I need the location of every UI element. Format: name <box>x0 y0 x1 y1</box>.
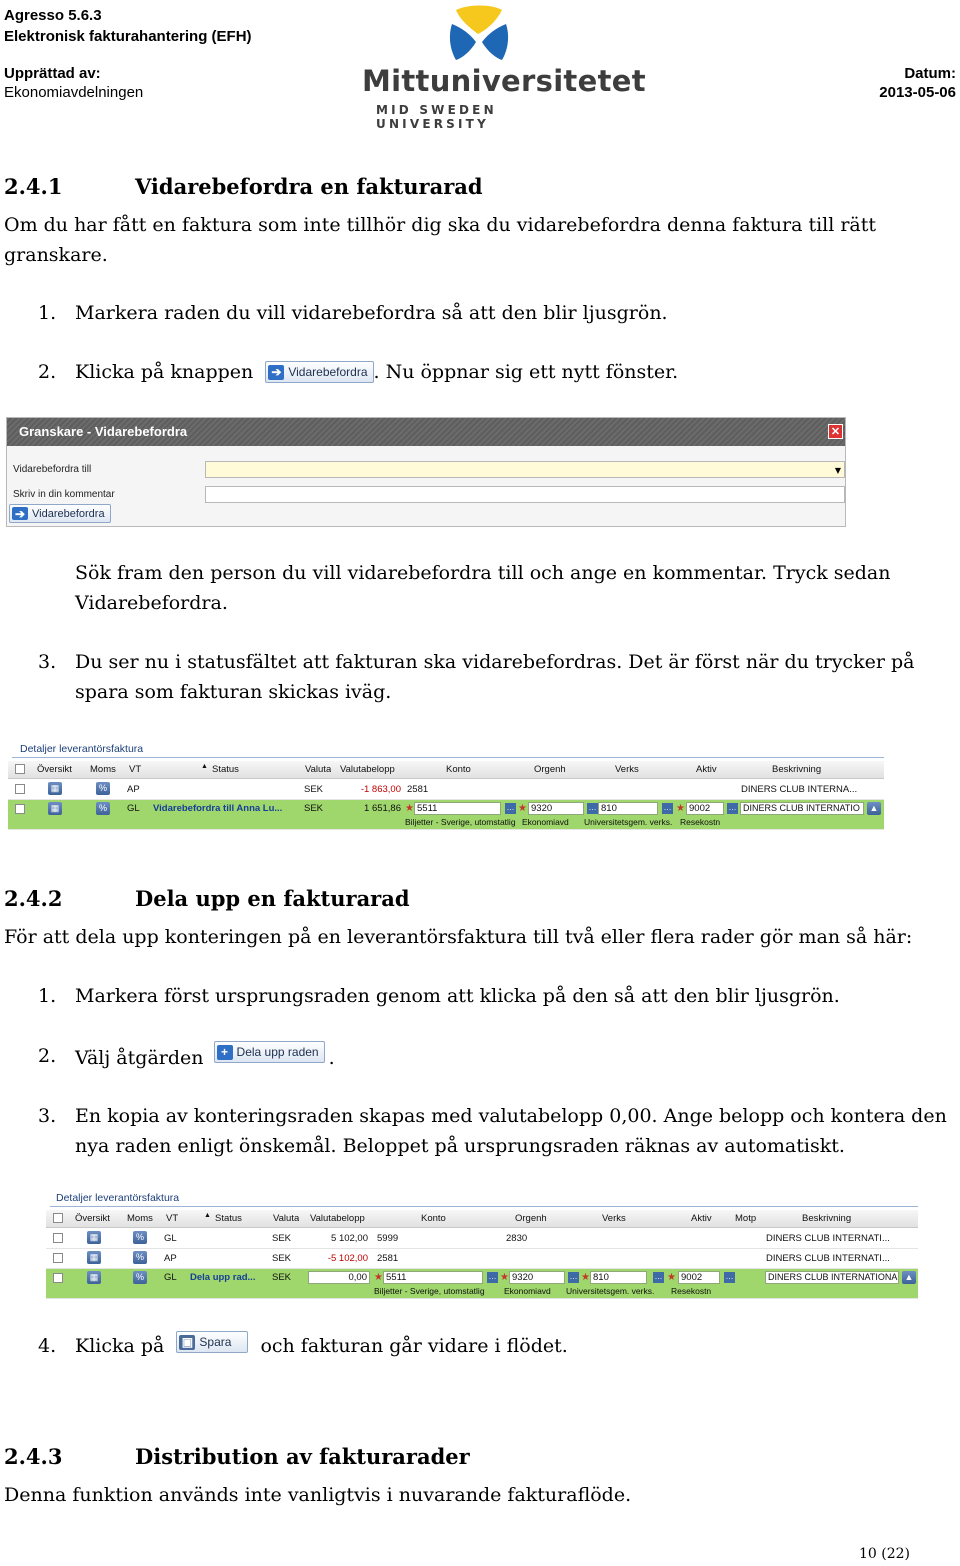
step-text <box>75 1041 335 1073</box>
expand-icon[interactable]: ▲ <box>902 1271 916 1284</box>
step-number: 2. <box>38 1045 57 1067</box>
cell-vt: AP <box>127 784 140 795</box>
page-number: 10 (22) <box>858 1546 910 1562</box>
col-header[interactable]: Valutabelopp <box>340 764 395 775</box>
cell-amount: 1 651,86 <box>364 803 401 814</box>
col-header[interactable]: Aktiv <box>696 764 717 775</box>
table-row[interactable] <box>46 1249 918 1269</box>
activity-input[interactable]: 810 <box>590 1271 647 1284</box>
cell-amount: 5 102,00 <box>331 1233 368 1244</box>
section-intro-242: För att dela upp konteringen på en leverantörsfaktura till två eller flera rader gör man så här: <box>4 926 913 948</box>
floppy-disk-icon: ▣ <box>179 1335 195 1350</box>
plus-icon: + <box>217 1045 233 1060</box>
col-header[interactable]: Moms <box>127 1213 153 1224</box>
col-header[interactable]: Valuta <box>273 1213 300 1224</box>
description-input[interactable]: DINERS CLUB INTERNATIONA <box>765 1271 899 1284</box>
grid-caption: Detaljer leverantörsfaktura <box>56 1192 180 1204</box>
step-text-pre: Klicka på knappen <box>75 361 254 383</box>
author-label: Upprättad av: <box>4 65 101 82</box>
cell-currency: SEK <box>272 1233 292 1244</box>
step-text <box>75 357 678 387</box>
cell-amount: -1 863,00 <box>360 784 401 795</box>
lookup-icon[interactable]: … <box>654 1272 663 1281</box>
col-header[interactable]: Verks <box>615 764 639 775</box>
required-star-icon: ★ <box>667 1272 676 1283</box>
orgunit-input[interactable]: 9320 <box>509 1271 565 1284</box>
overview-icon[interactable]: ▦ <box>87 1231 101 1244</box>
module-name: Elektronisk fakturahantering (EFH) <box>4 28 252 45</box>
overview-icon[interactable]: ▦ <box>87 1251 101 1264</box>
cell-amount: -5 102,00 <box>327 1253 368 1264</box>
select-all-checkbox[interactable] <box>53 1213 63 1223</box>
forward-button-label: Vidarebefordra <box>288 365 368 379</box>
step-number: 3. <box>38 1105 57 1127</box>
after-dialog-text: Sök fram den person du vill vidarebefordra till och ange en kommentar. Tryck sedan Vidarebefordra. <box>75 562 891 614</box>
overview-icon[interactable]: ▦ <box>48 782 62 795</box>
vat-icon[interactable]: % <box>96 782 110 795</box>
section-number-242: 2.4.2 <box>4 886 63 911</box>
forward-to-label: Vidarebefordra till <box>13 464 92 475</box>
section-text-243: Denna funktion används inte vanligtvis i nuvarande fakturaflöde. <box>4 1484 632 1506</box>
save-button-label: Spara <box>199 1335 232 1349</box>
account-input[interactable]: 5511 <box>383 1271 483 1284</box>
required-star-icon: ★ <box>500 1272 509 1283</box>
split-row-button-label: Dela upp raden <box>236 1045 319 1059</box>
description-input[interactable]: DINERS CLUB INTERNATIO <box>740 802 864 815</box>
col-header[interactable]: Översikt <box>37 764 72 775</box>
section-title-242: Dela upp en fakturarad <box>135 886 410 911</box>
step-number: 2. <box>38 361 57 383</box>
col-header[interactable]: Status <box>212 764 239 775</box>
forward-dialog <box>6 417 846 527</box>
col-header[interactable]: Översikt <box>75 1213 110 1224</box>
save-button[interactable] <box>176 1331 248 1353</box>
comment-label: Skriv in din kommentar <box>13 489 115 500</box>
dialog-forward-button-label: Vidarebefordra <box>32 507 105 520</box>
cell-vt: AP <box>164 1253 177 1264</box>
col-header[interactable]: VT <box>166 1213 179 1224</box>
step-text-pre: Klicka på <box>75 1335 165 1357</box>
step-text <box>75 1331 568 1361</box>
col-header[interactable]: Valutabelopp <box>310 1213 365 1224</box>
col-header[interactable]: VT <box>129 764 142 775</box>
activity-subtext: Universitetsgem. verks. <box>584 817 673 827</box>
col-header[interactable]: Moms <box>90 764 116 775</box>
cell-vt: GL <box>127 803 140 814</box>
table-row-selected[interactable] <box>8 800 884 830</box>
col-header[interactable]: Valuta <box>305 764 332 775</box>
cell-orgunit: 2830 <box>506 1233 528 1244</box>
chevron-down-icon[interactable]: ▼ <box>834 466 841 475</box>
activity-subtext: Universitetsgem. verks. <box>566 1286 655 1296</box>
lookup-icon[interactable]: … <box>488 1272 497 1281</box>
section-title-241: Vidarebefordra en fakturarad <box>135 174 483 199</box>
vat-icon[interactable]: % <box>96 802 110 815</box>
dialog-forward-button[interactable] <box>9 504 111 523</box>
cell-account: 2581 <box>407 784 429 795</box>
grid-caption: Detaljer leverantörsfaktura <box>20 743 144 755</box>
step-text: Markera först ursprungsraden genom att klicka på den så att den blir ljusgrön. <box>75 985 840 1007</box>
table-row[interactable] <box>46 1229 918 1249</box>
col-header[interactable]: Beskrivning <box>772 764 822 775</box>
orgunit-subtext: Ekonomiavd <box>522 817 569 827</box>
project-input[interactable]: 9002 <box>678 1271 720 1284</box>
cell-currency: SEK <box>272 1253 292 1264</box>
cell-status[interactable]: Dela upp rad... <box>190 1272 256 1283</box>
date-label: Datum: <box>904 65 956 82</box>
step-number: 4. <box>38 1335 57 1357</box>
date-value: 2013-05-06 <box>879 84 956 101</box>
project-input[interactable]: 9002 <box>686 802 724 815</box>
step-text: En kopia av konteringsraden skapas med valutabelopp 0,00. Ange belopp och kontera den nya raden enligt önskemål. Beloppet på ursprungsraden räknas av automatiskt. <box>75 1105 947 1157</box>
account-input[interactable]: 5511 <box>414 802 501 815</box>
step-text-post: . Nu öppnar sig ett nytt fönster. <box>373 361 679 383</box>
cell-description: DINERS CLUB INTERNATI... <box>766 1253 890 1264</box>
row-checkbox[interactable] <box>15 784 25 794</box>
col-header[interactable]: Aktiv <box>691 1213 712 1224</box>
table-row[interactable] <box>8 780 884 800</box>
lookup-icon[interactable]: … <box>506 803 515 812</box>
col-header[interactable]: Status <box>215 1213 242 1224</box>
col-header[interactable]: Konto <box>446 764 471 775</box>
lookup-icon[interactable]: … <box>663 803 672 812</box>
dialog-title: Granskare - Vidarebefordra <box>19 424 188 439</box>
vat-icon[interactable]: % <box>133 1251 147 1264</box>
col-header[interactable]: Orgenh <box>515 1213 547 1224</box>
row-checkbox[interactable] <box>53 1233 63 1243</box>
step-text-pre: Välj åtgärden <box>75 1047 204 1069</box>
cell-vt: GL <box>164 1272 177 1283</box>
vat-icon[interactable]: % <box>133 1271 147 1284</box>
activity-input[interactable]: 810 <box>598 802 658 815</box>
lookup-icon[interactable]: … <box>588 803 597 812</box>
expand-icon[interactable]: ▲ <box>867 802 881 815</box>
forward-to-field[interactable] <box>205 461 845 478</box>
required-star-icon: ★ <box>581 1272 590 1283</box>
author-value: Ekonomiavdelningen <box>4 84 144 101</box>
vat-icon[interactable]: % <box>133 1231 147 1244</box>
section-intro-241: Om du har fått en faktura som inte tillhör dig ska du vidarebefordra denna faktura till rätt granskare. <box>4 214 877 266</box>
col-header[interactable]: Verks <box>602 1213 626 1224</box>
cell-status[interactable]: Vidarebefordra till Anna Lu... <box>153 803 283 814</box>
sort-icon: ▲ <box>204 1212 211 1219</box>
logo-subtitle: MID SWEDEN UNIVERSITY <box>376 103 497 131</box>
close-icon[interactable]: ✕ <box>828 424 843 439</box>
account-subtext: Biljetter - Sverige, utomstatlig <box>374 1286 485 1296</box>
required-star-icon: ★ <box>676 803 685 814</box>
select-all-checkbox[interactable] <box>15 764 25 774</box>
required-star-icon: ★ <box>374 1272 383 1283</box>
overview-icon[interactable]: ▦ <box>87 1271 101 1284</box>
orgunit-input[interactable]: 9320 <box>528 802 584 815</box>
section-number-241: 2.4.1 <box>4 174 63 199</box>
cell-account: 2581 <box>377 1253 399 1264</box>
invoice-details-grid <box>8 736 884 832</box>
col-header[interactable]: Orgenh <box>534 764 566 775</box>
col-header[interactable]: Motp <box>735 1213 757 1224</box>
required-star-icon: ★ <box>518 803 527 814</box>
overview-icon[interactable]: ▦ <box>48 802 62 815</box>
account-subtext: Biljetter - Sverige, utomstatlig <box>405 817 516 827</box>
cell-account: 5999 <box>377 1233 399 1244</box>
step-text-post: . <box>328 1047 335 1069</box>
grid-header <box>46 1210 918 1228</box>
step-number: 1. <box>38 985 57 1007</box>
app-name: Agresso 5.6.3 <box>4 7 102 24</box>
logo-emblem-icon <box>448 4 510 64</box>
cell-vt: GL <box>164 1233 177 1244</box>
cell-description: DINERS CLUB INTERNA... <box>741 784 858 795</box>
university-logo <box>360 4 646 131</box>
forward-arrow-icon: ➔ <box>268 365 284 380</box>
col-header[interactable]: Beskrivning <box>802 1213 852 1224</box>
step-text: Du ser nu i statusfältet att fakturan ska vidarebefordras. Det är först när du trycker på spara som fakturan skickas iväg. <box>75 651 915 703</box>
grid-header <box>8 761 884 779</box>
lookup-icon[interactable]: … <box>725 1272 734 1281</box>
comment-field[interactable] <box>205 486 845 503</box>
forward-button[interactable] <box>265 361 373 383</box>
sort-icon: ▲ <box>201 763 208 770</box>
amount-input[interactable]: 0,00 <box>308 1271 370 1284</box>
col-header[interactable]: Konto <box>421 1213 446 1224</box>
table-row-selected[interactable] <box>46 1269 918 1299</box>
step-text: Markera raden du vill vidarebefordra så att den blir ljusgrön. <box>75 302 668 324</box>
section-title-243: Distribution av fakturarader <box>135 1444 470 1469</box>
row-checkbox[interactable] <box>53 1253 63 1263</box>
row-checkbox[interactable] <box>15 804 25 814</box>
invoice-details-grid <box>46 1186 918 1300</box>
step-number: 1. <box>38 302 57 324</box>
cell-currency: SEK <box>304 784 324 795</box>
step-text-post: och fakturan går vidare i flödet. <box>260 1335 568 1357</box>
split-row-button[interactable] <box>214 1041 325 1063</box>
cell-description: DINERS CLUB INTERNATI... <box>766 1233 890 1244</box>
logo-name: Mittuniversitetet <box>362 64 646 98</box>
required-star-icon: ★ <box>405 803 414 814</box>
dialog-title-bar <box>7 418 845 446</box>
project-subtext: Resekostn <box>680 817 721 827</box>
project-subtext: Resekostn <box>671 1286 712 1296</box>
orgunit-subtext: Ekonomiavd <box>504 1286 551 1296</box>
lookup-icon[interactable]: … <box>728 803 737 812</box>
cell-currency: SEK <box>304 803 324 814</box>
row-checkbox[interactable] <box>53 1273 63 1283</box>
cell-currency: SEK <box>272 1272 292 1283</box>
section-number-243: 2.4.3 <box>4 1444 63 1469</box>
forward-arrow-icon: ➔ <box>12 507 28 520</box>
step-number: 3. <box>38 651 57 673</box>
lookup-icon[interactable]: … <box>569 1272 578 1281</box>
